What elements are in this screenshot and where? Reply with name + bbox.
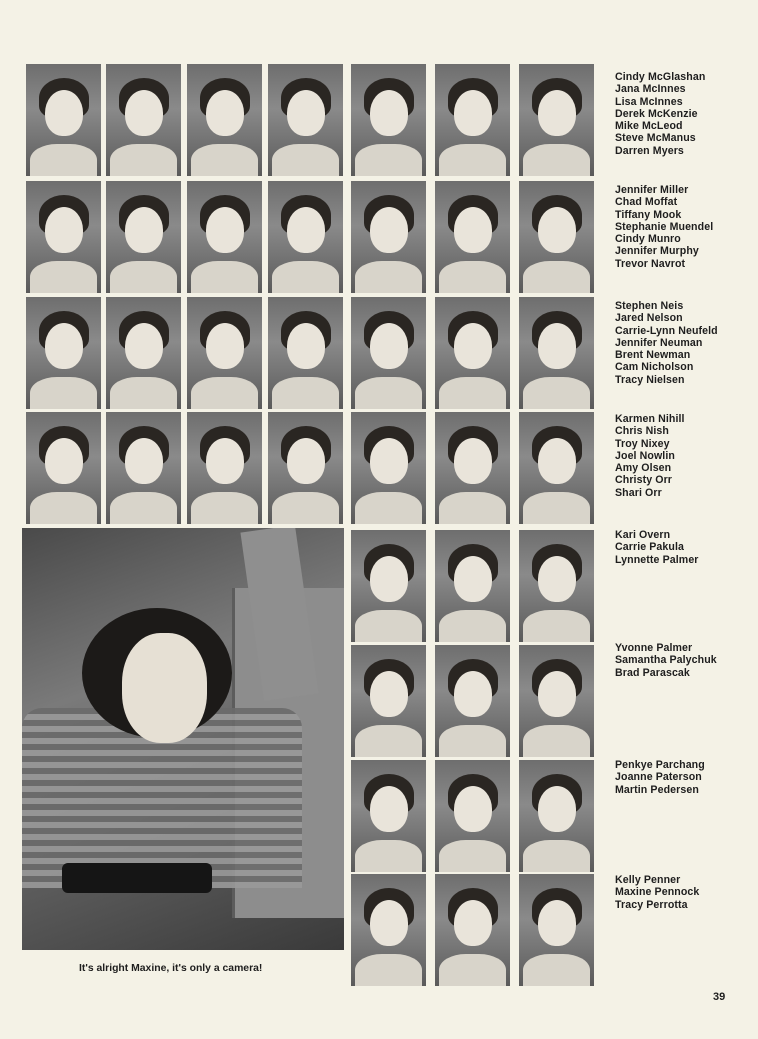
student-portrait [519, 297, 594, 409]
student-name: Maxine Pennock [615, 886, 700, 899]
student-portrait [26, 297, 101, 409]
student-portrait [351, 181, 426, 293]
student-name: Stephanie Muendel [615, 220, 714, 233]
student-portrait [106, 297, 181, 409]
student-name: Christy Orr [615, 474, 673, 487]
student-portrait [351, 645, 426, 757]
student-name: Troy Nixey [615, 437, 670, 450]
student-portrait [435, 530, 510, 642]
student-name: Amy Olsen [615, 462, 672, 475]
student-portrait [435, 760, 510, 872]
student-portrait [106, 64, 181, 176]
student-name: Karmen Nihill [615, 413, 685, 425]
student-name: Samantha Palychuk [615, 654, 717, 667]
student-portrait [351, 412, 426, 524]
student-portrait [106, 412, 181, 524]
student-name: Jared Nelson [615, 312, 683, 325]
student-name: Cam Nicholson [615, 361, 694, 374]
student-portrait [351, 874, 426, 986]
candid-photo [22, 528, 344, 950]
student-portrait [435, 181, 510, 293]
student-portrait [435, 412, 510, 524]
student-name: Jennifer Miller [615, 184, 689, 196]
student-portrait [519, 181, 594, 293]
name-list [615, 759, 705, 796]
name-list [615, 874, 699, 911]
student-portrait [519, 530, 594, 642]
student-portrait [26, 64, 101, 176]
student-portrait [519, 760, 594, 872]
student-name: Jennifer Neuman [615, 336, 703, 349]
name-list [615, 642, 717, 679]
student-portrait [268, 181, 343, 293]
name-list [615, 184, 713, 270]
student-portrait [187, 412, 262, 524]
student-name: Joel Nowlin [615, 449, 675, 462]
student-name: Stephen Neis [615, 300, 684, 312]
page-number: 39 [713, 991, 726, 1003]
student-portrait [187, 64, 262, 176]
student-name: Jana McInnes [615, 83, 686, 96]
student-portrait [435, 64, 510, 176]
student-portrait [519, 412, 594, 524]
student-name: Jennifer Murphy [615, 245, 699, 258]
student-name: Cindy Munro [615, 233, 681, 246]
student-portrait [187, 297, 262, 409]
student-name: Penkye Parchang [615, 759, 705, 771]
name-list [615, 300, 718, 386]
student-name: Cindy McGlashan [615, 71, 706, 83]
student-portrait [268, 64, 343, 176]
student-name: Martin Pedersen [615, 783, 699, 796]
student-portrait [26, 181, 101, 293]
student-name: Shari Orr [615, 486, 662, 499]
student-name: Tracy Nielsen [615, 373, 685, 386]
student-name: Brad Parascak [615, 666, 690, 679]
student-portrait [519, 645, 594, 757]
student-name: Yvonne Palmer [615, 642, 693, 654]
student-name: Carrie Pakula [615, 541, 685, 554]
student-name: Chris Nish [615, 425, 669, 438]
student-portrait [351, 760, 426, 872]
student-name: Lynnette Palmer [615, 553, 699, 566]
student-portrait [351, 297, 426, 409]
student-portrait [26, 412, 101, 524]
student-name: Joanne Paterson [615, 771, 702, 784]
student-name: Carrie-Lynn Neufeld [615, 324, 718, 337]
student-portrait [268, 297, 343, 409]
student-portrait [351, 64, 426, 176]
student-name: Chad Moffat [615, 196, 678, 209]
student-portrait [351, 530, 426, 642]
student-name: Trevor Navrot [615, 257, 686, 270]
student-name: Kelly Penner [615, 874, 681, 886]
student-portrait [187, 181, 262, 293]
student-name: Kari Overn [615, 529, 671, 541]
student-portrait [519, 874, 594, 986]
student-portrait [435, 645, 510, 757]
student-name: Tiffany Mook [615, 208, 682, 221]
student-portrait [268, 412, 343, 524]
student-portrait [435, 874, 510, 986]
photo-caption: It's alright Maxine, it's only a camera! [79, 963, 263, 974]
student-name: Brent Newman [615, 349, 691, 362]
student-name: Steve McManus [615, 132, 696, 145]
student-portrait [106, 181, 181, 293]
student-name: Darren Myers [615, 144, 684, 157]
student-portrait [519, 64, 594, 176]
student-name: Mike McLeod [615, 120, 683, 133]
name-list [615, 529, 699, 566]
student-name: Tracy Perrotta [615, 898, 688, 911]
student-name: Lisa McInnes [615, 95, 683, 108]
name-list [615, 71, 705, 157]
student-name: Derek McKenzie [615, 107, 698, 120]
student-portrait [435, 297, 510, 409]
name-list [615, 413, 685, 499]
